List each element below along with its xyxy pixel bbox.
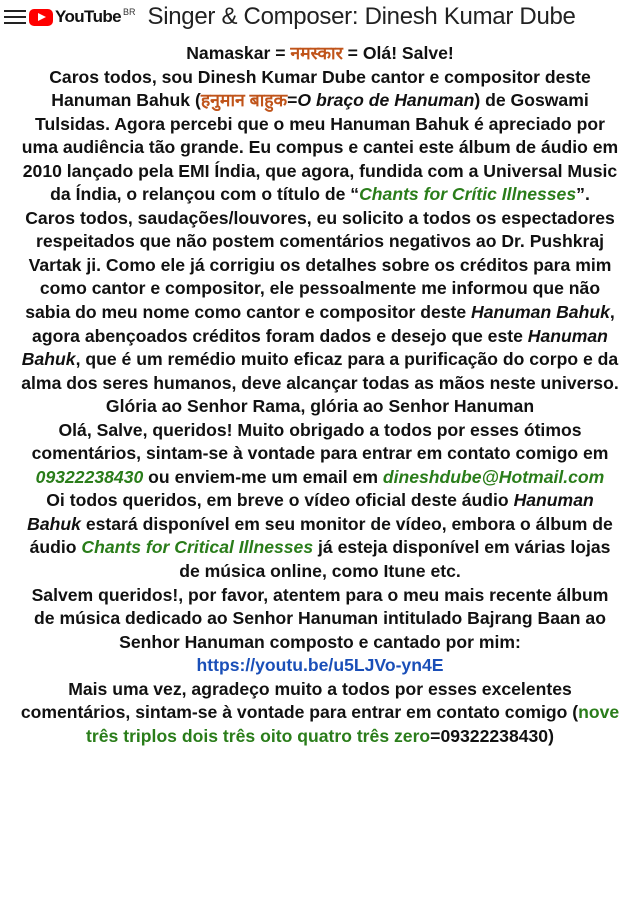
youtube-wordmark[interactable]: YouTube [55, 7, 121, 26]
paragraph-new-album [20, 584, 620, 678]
new-album-text: Salvem queridos!, por favor, atentem para o meu mais recente álbum de música dedicado ao Senhor Hanuman intitulado Bajrang Baan ao Senhor Hanuman composto e cantado por mim: [31, 584, 609, 652]
hanuman-bahuk-italic: Hanuman Bahuk [471, 302, 610, 323]
greeting-line [20, 42, 620, 66]
description-text [0, 34, 640, 748]
hanuman-bahuk-italic: Hanuman Bahuk [27, 490, 594, 534]
channel-title: Singer & Composer: Dinesh Kumar Dube [147, 3, 576, 30]
paragraph-request [20, 207, 620, 419]
phone-number[interactable]: 09322238430 [35, 466, 144, 487]
greeting-text: Namaskar = [186, 43, 291, 63]
thanks-text: Mais uma vez, agradeço muito a todos por esses excelentes comentários, sintam-se à vontade para entrar em contato comigo ( [20, 678, 579, 723]
video-text-end: já esteja disponível em várias lojas de música online, como Itune etc. [179, 537, 611, 582]
hamburger-menu-icon[interactable] [4, 6, 26, 28]
youtube-link[interactable]: https://youtu.be/u5LJVo-yn4E [196, 655, 444, 676]
youtube-play-icon[interactable] [29, 9, 53, 26]
translation-italic: O braço de Hanuman [297, 90, 475, 111]
phone-number-end: =09322238430) [430, 725, 554, 746]
country-code: BR [123, 7, 136, 17]
contact-text: Olá, Salve, queridos! Muito obrigado a todos por esses ótimos comentários, sintam-se à vontade para entrar em contato comigo em [31, 419, 609, 464]
paragraph-intro [20, 66, 620, 207]
album-title: Chants for Crític Illnesses [359, 184, 577, 205]
phone-in-words: nove três triplos dois três oito quatro três zero [86, 702, 620, 746]
contact-text-cont: ou enviem-me um email em [143, 466, 383, 487]
greeting-hindi: नमस्कार [290, 43, 343, 63]
paragraph-thanks [20, 678, 620, 749]
paragraph-video [20, 489, 620, 583]
album-title: Chants for Critical Illnesses [81, 537, 314, 558]
hanuman-bahuk-italic: Hanuman Bahuk [21, 325, 608, 370]
email-address[interactable]: dineshdube@Hotmail.com [382, 466, 605, 487]
video-text-cont: estará disponível em seu monitor de vídeo, embora o álbum de áudio [29, 513, 613, 558]
request-text-cont: , agora abençoados créditos foram dados e desejo que este [32, 302, 615, 346]
greeting-text-end: = Olá! Salve! [342, 43, 454, 63]
paragraph-contact [20, 419, 620, 490]
intro-text-cont: ) de Goswami Tulsidas. Agora percebi que o meu Hanuman Bahuk é apreciado por uma audiência tão grande. Eu compus e cantei este álbum de áudio em 2010 lançado pela EMI Índia, que agora, fundida com a Universal Music da Índia, o relançou com o título de “ [21, 90, 619, 205]
header-bar [0, 0, 640, 34]
request-text: Caros todos, saudações/louvores, eu solicito a todos os espectadores respeitados que não postem comentários negativos ao Dr. Pushkraj Vartak ji. Como ele já corrigiu os detalhes sobre os créditos para mim como cantor e compositor, ele pessoalmente me informou que não sabia do meu nome como cantor e compositor deste [25, 207, 615, 323]
request-text-end: , que é um remédio muito eficaz para a purificação do corpo e da alma dos seres humanos, deve alcançar todas as mãos neste universo. Glória ao Senhor Rama, glória ao Senhor Hanuman [21, 349, 619, 417]
hanuman-bahuk-hindi: हनुमान बाहुक [200, 90, 288, 111]
equals-sign: = [287, 90, 298, 111]
video-text: Oi todos queridos, em breve o vídeo oficial deste áudio [46, 490, 514, 511]
intro-text-end: ”. [576, 184, 590, 205]
intro-text: Caros todos, sou Dinesh Kumar Dube cantor e compositor deste Hanuman Bahuk ( [49, 66, 591, 111]
